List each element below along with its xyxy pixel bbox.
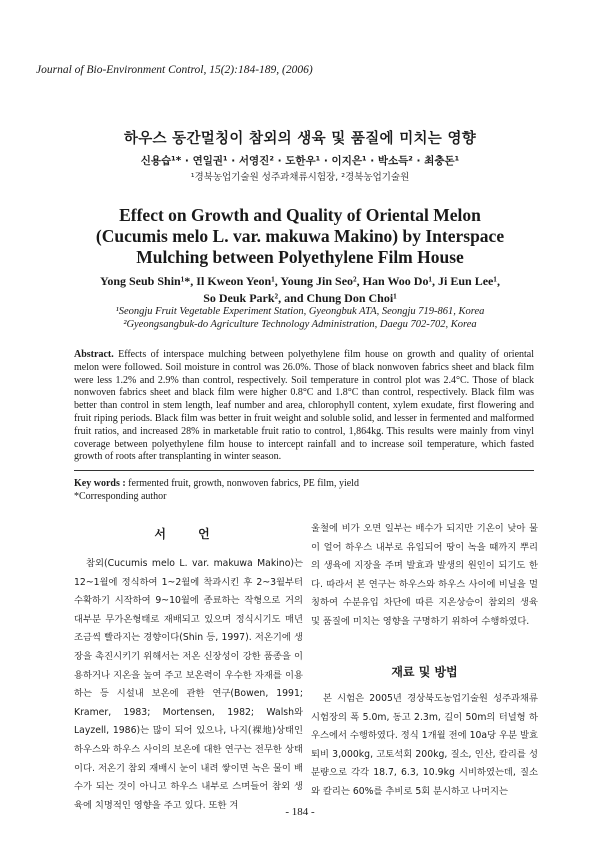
english-affiliation-1: ¹Seongju Fruit Vegetable Experiment Station, Gyeongbuk ATA, Seongju 719-861, Korea xyxy=(115,306,485,317)
english-title-line-1: Effect on Growth and Quality of Oriental Melon xyxy=(119,205,481,225)
keywords-text: fermented fruit, growth, nonwoven fabrics, PE film, yield xyxy=(128,478,359,489)
english-title-line-2: (Cucumis melo L. var. makuwa Makino) by Interspace xyxy=(95,226,505,246)
section-heading-materials-methods: 재료 및 방법 xyxy=(391,665,458,679)
english-affiliation-2: ²Gyeongsangbuk-do Agriculture Technology Administration, Daegu 702-702, Korea xyxy=(123,318,477,330)
english-title xyxy=(60,205,540,268)
journal-citation: Journal of Bio-Environment Control, 15(2):184-189, (2006) xyxy=(36,64,313,76)
keywords-label: Key words : xyxy=(74,478,126,489)
keywords xyxy=(74,477,534,491)
abstract-label: Abstract. xyxy=(74,349,114,360)
english-affiliations xyxy=(60,306,540,331)
introduction-paragraph: 참외(Cucumis melo L. var. makuwa Makino)는 12~1월에 정식하여 1~2월에 착과시킨 후 2~3월부터 수확하기 시작하여 9~10월에 종료하는 작형으로 거의 대부분 무가온형태로 재배되고 있으며 정식시기도 매년 조금씩 빨라지는 경향이다(Shin 등, 1997). 저온기에 생장을 촉진시키기 위해서는 저온 신장성이 강한 품종을 이용하거나 지온을 높여 주고 보온력이 우수한 자재를 이용하는 등 시설내 보온에 관한 연구(Bowen, 1991; Kramer, 1983; Mortensen, 1982; Walsh와 Layzell, 1986)는 많이 되어 있으나, 나지(裸地)상태인 하우스와 하우스 사이의 보온에 대한 연구는 전무한 상태이다. 저온기 참외 재배시 눈이 내려 쌓이면 녹은 물이 배수가 되는 것이 아니고 하우스 내부로 스며들어 참외 생육에 치명적인 영향을 주고 있다. 또한 겨 xyxy=(74,558,303,811)
korean-authors: 신용습¹* · 연일권¹ · 서영진² · 도한우¹ · 이지은¹ · 박소득² · 최충돈¹ xyxy=(140,155,460,167)
korean-affiliation: ¹경북농업기술원 성주과채류시험장, ²경북농업기술원 xyxy=(190,172,410,183)
section-heading-introduction: 서 언 xyxy=(154,527,224,541)
divider-rule xyxy=(74,470,534,471)
english-authors-line-2: So Deuk Park², and Chung Don Choi¹ xyxy=(203,291,397,305)
page-number: - 184 - xyxy=(285,806,315,818)
english-authors-line-1: Yong Seub Shin¹*, Il Kweon Yeon¹, Young Jin Seo², Han Woo Do¹, Ji Eun Lee¹, xyxy=(100,274,500,288)
corresponding-author-note: *Corresponding author xyxy=(74,491,167,502)
methods-paragraph: 본 시험은 2005년 경상북도농업기술원 성주과채류시험장의 폭 5.0m, 동고 2.3m, 길이 50m의 터널형 하우스에서 수행하였다. 정식 1개월 전에 10a당 우분 발효퇴비 3,000kg, 고토석회 200kg, 질소, 인산, 칼리를 성분량으로 각각 18.7, 6.3, 10.9kg 시비하였는데, 질소와 칼리는 60%를 추비로 5회 분시하고 나머지는 xyxy=(311,693,538,797)
english-authors xyxy=(60,273,540,307)
english-title-line-3: Mulching between Polyethylene Film House xyxy=(136,247,464,267)
abstract xyxy=(74,349,534,464)
korean-title: 하우스 동간멀칭이 참외의 생육 및 품질에 미치는 영향 xyxy=(123,131,477,147)
abstract-text: Effects of interspace mulching between polyethylene film house on growth and quality of oriental melon were followed. Soil moisture in control was 26.0%. Those of black nonwoven fabrics sheet and black film were less 1.2% and 2.9% than control, respectively. Soil temperature in control plot was 2.4°C. Those of black nonwoven fabrics sheet and black film were higher 0.8°C and 1.8°C than control, respectively. Black film was better than control in stem length, leaf number and area, chlorophyll content, xylem exudate, first flowering and fruit riping periods. Black film was better in fruit weight and soluble solid, and lesser in fermented and malformed fruit ratios, and increased 28% in marketable fruit ratio to control, 1,864kg. This results were mainly from vinyl coverage between polyethylene film house to intercept rainfall and to increase soil temperature, which fasted growth of roots after transplanting in winter season. xyxy=(74,349,534,463)
introduction-paragraph-continued: 울철에 비가 오면 일부는 배수가 되지만 기온이 낮아 물이 얼어 하우스 내부로 유입되어 땅이 녹을 때까지 뿌리의 생육에 지장을 주며 발효과 발생의 원인이 되기도 한다. 따라서 본 연구는 하우스와 하우스 사이에 비닐을 멀칭하여 수분유입 차단에 따른 지온상승이 참외의 생육 및 품질에 미치는 영향을 구명하기 위하여 수행하였다. xyxy=(311,523,538,627)
